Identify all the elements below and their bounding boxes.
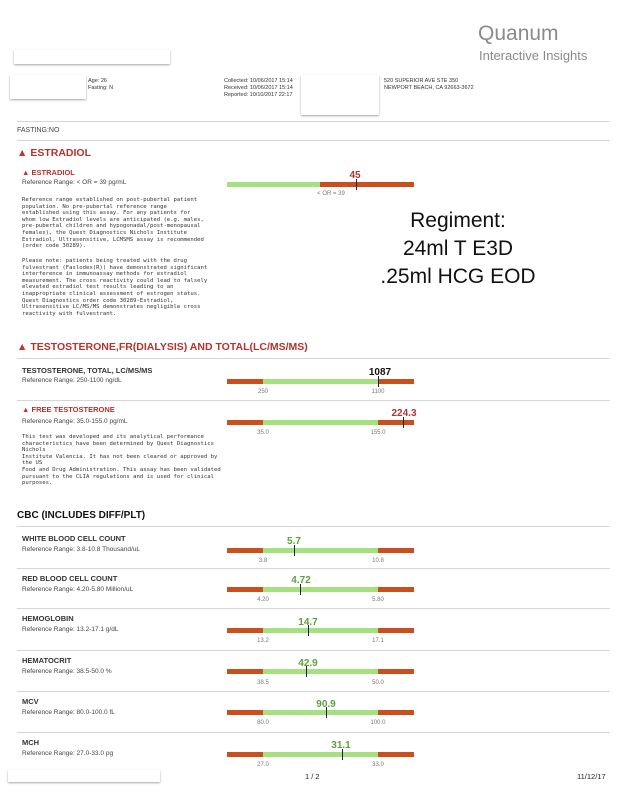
bar-low (227, 587, 263, 592)
testosterone-total-low: 250 (257, 389, 269, 395)
bar-low (227, 379, 263, 384)
testosterone-total-bar (227, 379, 414, 384)
bar-high (378, 752, 414, 757)
cbc-item-value: 5.7 (287, 536, 301, 547)
cbc-item-low: 3.8 (258, 558, 268, 564)
estradiol-bar-normal (227, 182, 320, 187)
estradiol-test-name: ▲ ESTRADIOL (22, 168, 75, 177)
brand-name: Quanum (478, 22, 559, 45)
bar-high (378, 420, 414, 425)
bar-high (378, 379, 414, 384)
cbc-item-range: Reference Range: 3.8-10.8 Thousand/uL (22, 546, 141, 553)
free-testosterone-bar (227, 420, 414, 425)
bar-normal (263, 420, 378, 425)
cbc-item-name: MCV (22, 697, 39, 706)
cbc-item-low: 38.5 (257, 680, 269, 686)
estradiol-range: Reference Range: < OR = 39 pg/mL (22, 179, 127, 186)
cbc-item-value: 90.9 (316, 699, 336, 710)
cbc-item-range: Reference Range: 80.0-100.0 fL (22, 709, 115, 716)
estradiol-tick: < OR = 39 (317, 191, 345, 197)
bar-normal (263, 379, 378, 384)
bar-high (378, 669, 414, 674)
bar-low (227, 710, 263, 715)
cbc-item-name: HEMOGLOBIN (22, 614, 74, 623)
regiment-annotation (358, 207, 558, 291)
divider (17, 358, 610, 359)
cbc-bar (227, 587, 414, 592)
divider (17, 732, 610, 733)
divider (17, 608, 610, 609)
page-number: 1 / 2 (305, 772, 320, 781)
cbc-bar (227, 752, 414, 757)
testosterone-total-name: TESTOSTERONE, TOTAL, LC/MS/MS (22, 366, 153, 375)
cbc-item-high: 33.0 (372, 762, 384, 768)
divider (17, 526, 610, 527)
testosterone-section-title: ▲ TESTOSTERONE,FR(DIALYSIS) AND TOTAL(LC/MS/MS) (17, 341, 308, 353)
estradiol-note-1: Reference range established on post-pubertal patient population. No pre-pubertal reference range established using this assay. For any patients for whom low Estradiol levels are anticipated (e.g. males, pre-pubertal children and hypogonadal/post-menopausal females), the Quest Diagnostics Nichols Institute Estradiol, Ultrasensitive, LCMSMS assay is recommended (order code 30289). (22, 197, 204, 250)
address-line2: NEWPORT BEACH, CA 92663-3672 (384, 85, 474, 91)
warning-icon: ▲ (17, 147, 28, 159)
estradiol-bar (227, 182, 414, 187)
bar-normal (263, 752, 378, 757)
bar-low (227, 420, 263, 425)
bar-normal (263, 587, 378, 592)
testosterone-total-range: Reference Range: 250-1100 ng/dL (22, 377, 122, 384)
cbc-item-range: Reference Range: 13.2-17.1 g/dL (22, 626, 119, 633)
testosterone-total-high: 1100 (371, 389, 385, 395)
estradiol-section-title: ▲ ESTRADIOL (17, 147, 91, 159)
received-date: Received: 10/06/2017 15:14 (224, 85, 293, 91)
free-testosterone-name: ▲ FREE TESTOSTERONE (22, 405, 115, 414)
cbc-item-low: 80.0 (257, 720, 269, 726)
fasting-line: FASTING:NO (17, 127, 60, 134)
free-testosterone-value: 224.3 (391, 408, 417, 419)
estradiol-note-2: Please note: patients being treated with the drug fulvestrant (Faslodex(R)) have demonstrated significant interference in immunoassay methods for estradiol measurement. The cross reactivity could lead to falsely elevated estradiol test results leading to an inappropriate clinical assessment of estrogen status. Quest Diagnostics order code 30289-Estradiol, Ultrasensitive LC/MS/MS demonstrates negligible cross reactivity with fulvestrant. (22, 258, 208, 317)
warning-icon: ▲ (22, 405, 30, 414)
cbc-bar (227, 669, 414, 674)
testosterone-total-value: 1087 (368, 367, 392, 378)
patient-age: Age: 26 (88, 78, 107, 84)
estradiol-bar-high (320, 182, 414, 187)
collected-date: Collected: 10/06/2017 15:14 (224, 78, 293, 84)
bar-low (227, 752, 263, 757)
cbc-item-range: Reference Range: 27.0-33.0 pg (22, 750, 114, 757)
redacted-patient-info (10, 75, 86, 99)
cbc-item-name: WHITE BLOOD CELL COUNT (22, 534, 126, 543)
free-testosterone-low: 35.0 (257, 430, 269, 436)
cbc-item-range: Reference Range: 38.5-50.0 % (22, 668, 112, 675)
regiment-line-3: .25ml HCG EOD (380, 265, 536, 288)
bar-normal (263, 710, 378, 715)
cbc-item-value: 42.9 (298, 658, 318, 669)
redacted-patient-name (14, 50, 170, 64)
divider (17, 568, 610, 569)
estradiol-value: 45 (349, 170, 361, 181)
footer-date: 11/12/17 (577, 772, 606, 781)
bar-high (378, 628, 414, 633)
bar-high (378, 587, 414, 592)
divider (17, 650, 610, 651)
cbc-item-range: Reference Range: 4.20-5.80 Million/uL (22, 586, 134, 593)
patient-fasting: Fasting: N (88, 85, 114, 91)
free-testosterone-high: 155.0 (370, 430, 386, 436)
bar-normal (263, 548, 378, 553)
cbc-bar (227, 628, 414, 633)
cbc-item-low: 13.2 (257, 638, 269, 644)
cbc-item-name: RED BLOOD CELL COUNT (22, 574, 118, 583)
cbc-item-value: 14.7 (298, 617, 318, 628)
cbc-item-high: 17.1 (372, 638, 384, 644)
bar-low (227, 548, 263, 553)
warning-icon: ▲ (17, 341, 28, 353)
bar-high (378, 710, 414, 715)
warning-icon: ▲ (22, 168, 30, 177)
divider (17, 400, 610, 401)
free-testosterone-note: This test was developed and its analytical performance characteristics have been determined by Quest Diagnostics Nichols Institute Valencia. It has not been cleared or approved by the US Food and Drug Administration. This assay has been validated pursuant to the CLIA regulations and is used for clinical purposes. (22, 434, 221, 487)
cbc-section-title: CBC (INCLUDES DIFF/PLT) (17, 510, 146, 521)
divider (17, 140, 610, 141)
bar-low (227, 669, 263, 674)
bar-high (378, 548, 414, 553)
redacted-footer (8, 770, 160, 782)
cbc-item-low: 27.0 (257, 762, 269, 768)
bar-low (227, 628, 263, 633)
reported-date: Reported: 10/10/2017 22:17 (224, 92, 293, 98)
cbc-item-name: HEMATOCRIT (22, 656, 72, 665)
cbc-item-value: 31.1 (331, 740, 351, 751)
cbc-bar (227, 710, 414, 715)
header-divider (17, 121, 610, 122)
divider (17, 691, 610, 692)
cbc-item-high: 5.80 (372, 597, 384, 603)
bar-normal (263, 628, 378, 633)
address-line1: 520 SUPERIOR AVE STE 350 (384, 78, 459, 84)
cbc-item-low: 4.20 (257, 597, 269, 603)
cbc-item-high: 50.0 (372, 680, 384, 686)
regiment-line-2: 24ml T E3D (402, 237, 514, 260)
bar-normal (263, 669, 378, 674)
cbc-item-name: MCH (22, 738, 40, 747)
brand-tagline: Interactive Insights (479, 48, 588, 63)
redacted-lab-info (301, 75, 379, 115)
cbc-item-value: 4.72 (291, 575, 311, 586)
free-testosterone-range: Reference Range: 35.0-155.0 pg/mL (22, 418, 128, 425)
cbc-item-high: 10.8 (372, 558, 384, 564)
regiment-line-1: Regiment: (410, 209, 506, 232)
cbc-item-high: 100.0 (370, 720, 386, 726)
cbc-bar (227, 548, 414, 553)
